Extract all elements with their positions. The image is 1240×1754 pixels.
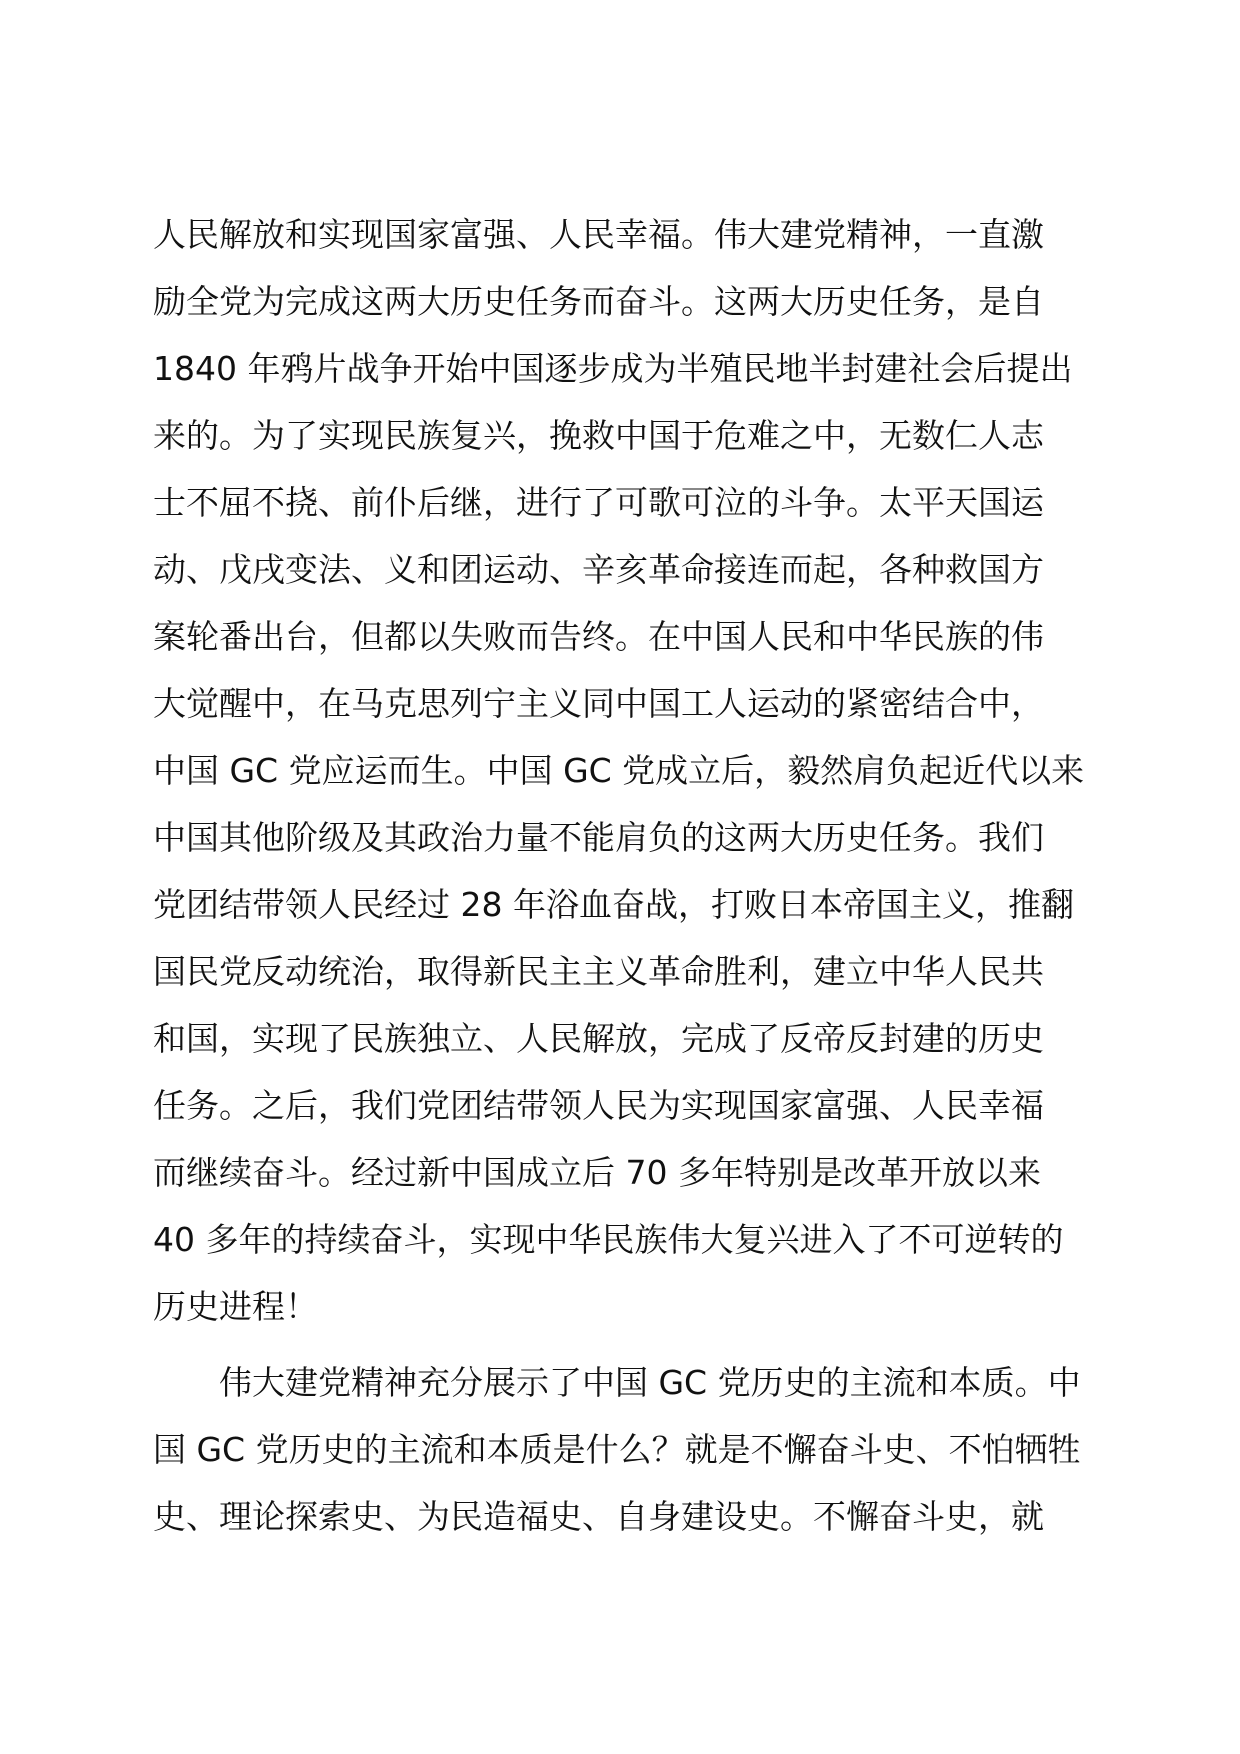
text-line: 任务。之后，我们党团结带领人民为实现国家富强、人民幸福 <box>153 1086 1044 1125</box>
text-line: 来的。为了实现民族复兴，挽救中国于危难之中，无数仁人志 <box>153 416 1044 455</box>
text-line: 励全党为完成这两大历史任务而奋斗。这两大历史任务，是自 <box>153 282 1044 321</box>
text-line: 国 GC 党历史的主流和本质是什么？就是不懈奋斗史、不怕牺牲 <box>153 1430 1081 1469</box>
text-line: 动、戊戌变法、义和团运动、辛亥革命接连而起，各种救国方 <box>153 550 1044 589</box>
text-line: 而继续奋斗。经过新中国成立后 70 多年特别是改革开放以来 <box>153 1153 1041 1192</box>
text-line: 和国，实现了民族独立、人民解放，完成了反帝反封建的历史 <box>153 1019 1044 1058</box>
text-line: 中国其他阶级及其政治力量不能肩负的这两大历史任务。我们 <box>153 818 1044 857</box>
text-line: 历史进程！ <box>153 1287 318 1326</box>
text-line: 士不屈不挠、前仆后继，进行了可歌可泣的斗争。太平天国运 <box>153 483 1044 522</box>
text-line: 大觉醒中，在马克思列宁主义同中国工人运动的紧密结合中， <box>153 684 1044 723</box>
text-line: 党团结带领人民经过 28 年浴血奋战，打败日本帝国主义，推翻 <box>153 885 1074 924</box>
paragraph-first-line: 伟大建党精神充分展示了中国 GC 党历史的主流和本质。中 <box>219 1363 1081 1402</box>
text-line: 1840 年鸦片战争开始中国逐步成为半殖民地半封建社会后提出 <box>153 349 1073 388</box>
text-line: 国民党反动统治，取得新民主主义革命胜利，建立中华人民共 <box>153 952 1044 991</box>
text-line: 人民解放和实现国家富强、人民幸福。伟大建党精神，一直激 <box>153 215 1044 254</box>
text-line: 中国 GC 党应运而生。中国 GC 党成立后，毅然肩负起近代以来 <box>153 751 1085 790</box>
text-line: 史、理论探索史、为民造福史、自身建设史。不懈奋斗史，就 <box>153 1497 1044 1536</box>
text-line: 40 多年的持续奋斗，实现中华民族伟大复兴进入了不可逆转的 <box>153 1220 1064 1259</box>
text-line: 案轮番出台，但都以失败而告终。在中国人民和中华民族的伟 <box>153 617 1044 656</box>
